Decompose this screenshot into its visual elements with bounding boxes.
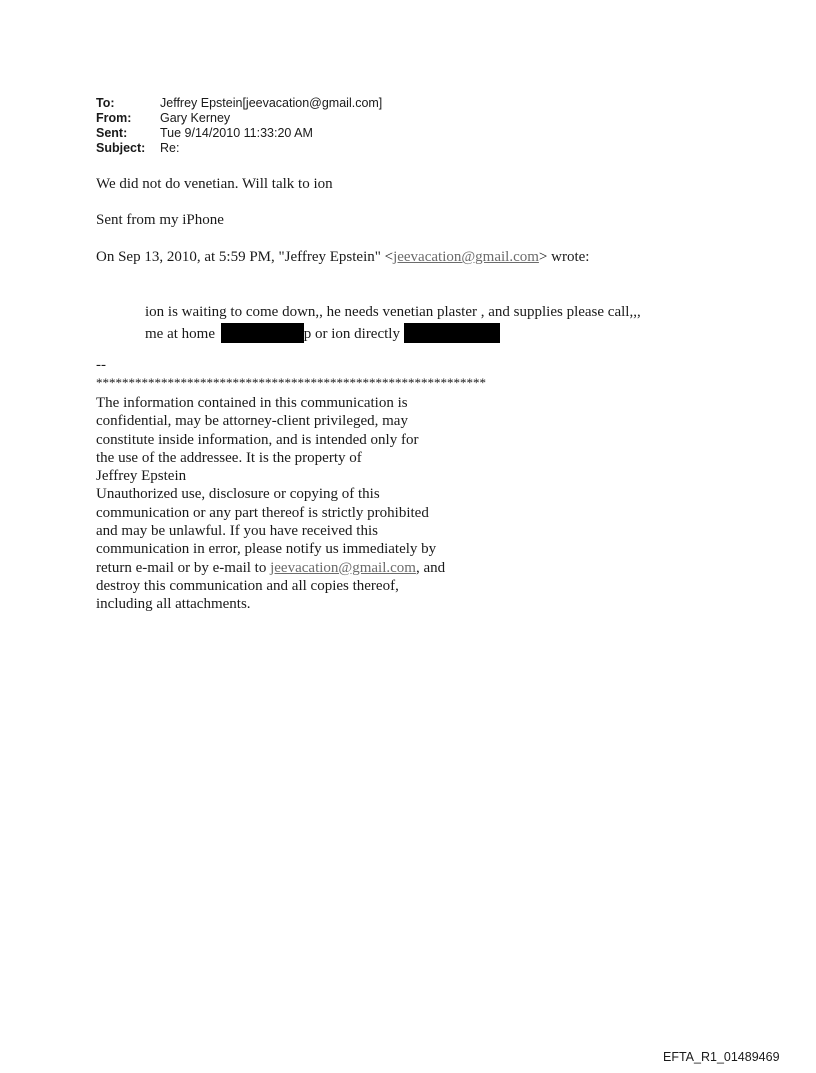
disclaimer-line: and may be unlawful. If you have received this [96, 523, 378, 540]
quote-intro-prefix: On Sep 13, 2010, at 5:59 PM, "Jeffrey Epstein" < [96, 249, 394, 265]
subject-label: Subject: [96, 141, 146, 155]
from-label: From: [96, 111, 132, 125]
disclaimer-line: Jeffrey Epstein [96, 468, 187, 485]
redaction-box [404, 323, 500, 343]
confidentiality-disclaimer [96, 394, 445, 614]
reply-text: We did not do venetian. Will talk to ion [96, 176, 333, 192]
redaction-box [221, 323, 304, 343]
disclaimer-line-prefix: return e-mail or by e-mail to [96, 559, 271, 576]
disclaimer-line: communication in error, please notify us immediately by [96, 541, 437, 558]
quoted-line-2 [145, 323, 500, 343]
disclaimer-line: including all attachments. [96, 596, 251, 613]
sent-row [96, 126, 382, 141]
to-value: Jeffrey Epstein[jeevacation@gmail.com] [160, 96, 383, 110]
sent-value: Tue 9/14/2010 11:33:20 AM [160, 126, 313, 140]
disclaimer-line: destroy this communication and all copies thereof, [96, 577, 399, 594]
disclaimer-email-link[interactable]: jeevacation@gmail.com [270, 559, 416, 576]
disclaimer-line: communication or any part thereof is strictly prohibited [96, 504, 429, 521]
sender-email-link[interactable]: jeevacation@gmail.com [393, 249, 539, 265]
sent-label: Sent: [96, 126, 128, 140]
quoted-line-2-end: p or ion directly [303, 326, 400, 342]
disclaimer-line: The information contained in this communication is [96, 395, 408, 411]
quoted-line-1: ion is waiting to come down,, he needs venetian plaster , and supplies please call,,, [145, 304, 641, 320]
disclaimer-line: Unauthorized use, disclosure or copying of this [96, 486, 380, 503]
subject-row [96, 141, 382, 156]
quoted-line-2-start: me at home [145, 326, 215, 342]
subject-value: Re: [160, 141, 180, 155]
from-row [96, 111, 382, 126]
disclaimer-line: confidential, may be attorney-client privileged, may [96, 413, 408, 430]
from-value: Gary Kerney [160, 111, 231, 125]
signature-dashes: -- [96, 357, 106, 373]
quote-intro [96, 249, 589, 266]
disclaimer-line: the use of the addressee. It is the property of [96, 449, 362, 466]
disclaimer-line: constitute inside information, and is intended only for [96, 431, 419, 448]
disclaimer-line [96, 559, 445, 577]
sent-from-iphone: Sent from my iPhone [96, 212, 224, 228]
signature-stars: ************************************************************ [96, 375, 486, 390]
to-row [96, 96, 382, 111]
email-header [96, 96, 382, 156]
bates-number: EFTA_R1_01489469 [663, 1050, 780, 1064]
to-label: To: [96, 96, 115, 110]
quote-intro-suffix: > wrote: [538, 249, 590, 265]
disclaimer-line-suffix: , and [415, 559, 446, 576]
